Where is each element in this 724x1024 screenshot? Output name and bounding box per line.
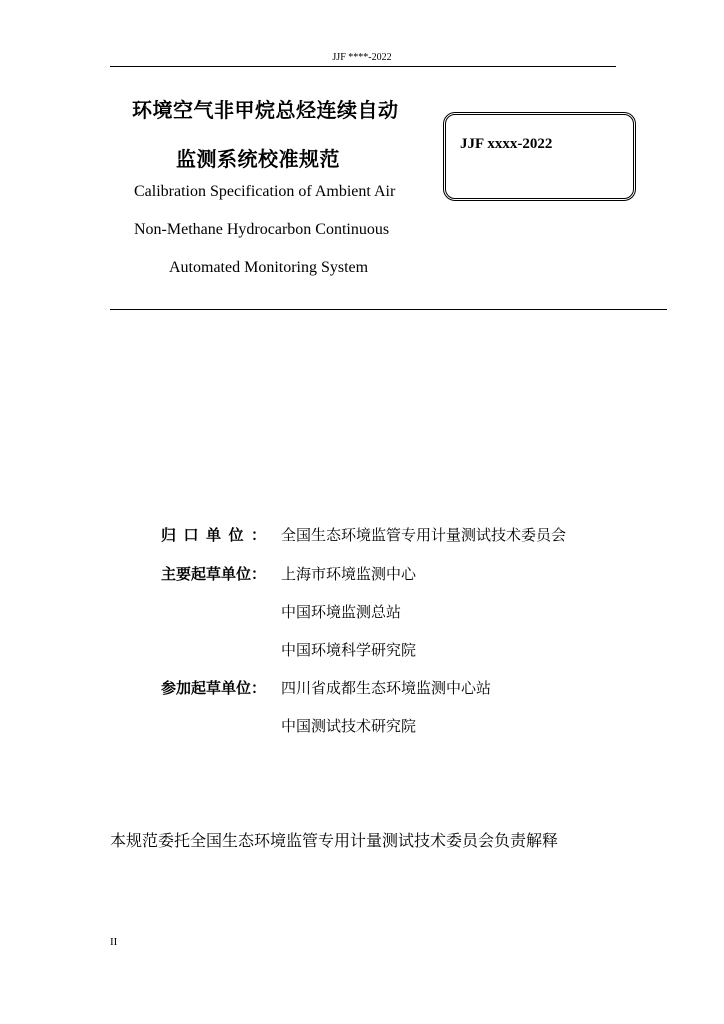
participating-drafting-unit-label: 参加起草单位： xyxy=(161,679,267,697)
header-divider xyxy=(110,66,616,67)
page-number: II xyxy=(110,936,118,948)
participating-drafting-unit-row xyxy=(0,677,724,699)
main-drafting-unit-row xyxy=(0,563,724,585)
main-drafting-unit-label: 主要起草单位： xyxy=(161,565,267,583)
interpretation-note: 本规范委托全国生态环境监管专用计量测试技术委员会负责解释 xyxy=(110,831,559,850)
english-title-line-1: Calibration Specification of Ambient Air xyxy=(134,183,396,200)
participating-drafting-unit-value-1: 四川省成都生态环境监测中心站 xyxy=(281,679,492,697)
chinese-title-line-1: 环境空气非甲烷总烃连续自动 xyxy=(132,98,399,122)
main-drafting-unit-value-2: 中国环境监测总站 xyxy=(281,603,402,621)
responsible-unit-value: 全国生态环境监管专用计量测试技术委员会 xyxy=(281,526,567,544)
specification-code: JJF xxxx-2022 xyxy=(460,136,553,152)
chinese-title-line-2: 监测系统校准规范 xyxy=(176,147,340,171)
responsible-unit-label: 归口单位： xyxy=(161,526,274,544)
title-divider xyxy=(110,309,667,310)
main-drafting-unit-value-3: 中国环境科学研究院 xyxy=(281,641,417,659)
specification-code-box xyxy=(443,112,636,201)
header-code: JJF ****-2022 xyxy=(332,52,392,63)
responsible-unit-row xyxy=(0,524,724,546)
main-drafting-unit-value-1: 上海市环境监测中心 xyxy=(281,565,417,583)
participating-drafting-unit-value-2: 中国测试技术研究院 xyxy=(281,717,417,735)
english-title-line-2: Non-Methane Hydrocarbon Continuous xyxy=(134,221,390,238)
english-title-line-3: Automated Monitoring System xyxy=(169,259,369,276)
